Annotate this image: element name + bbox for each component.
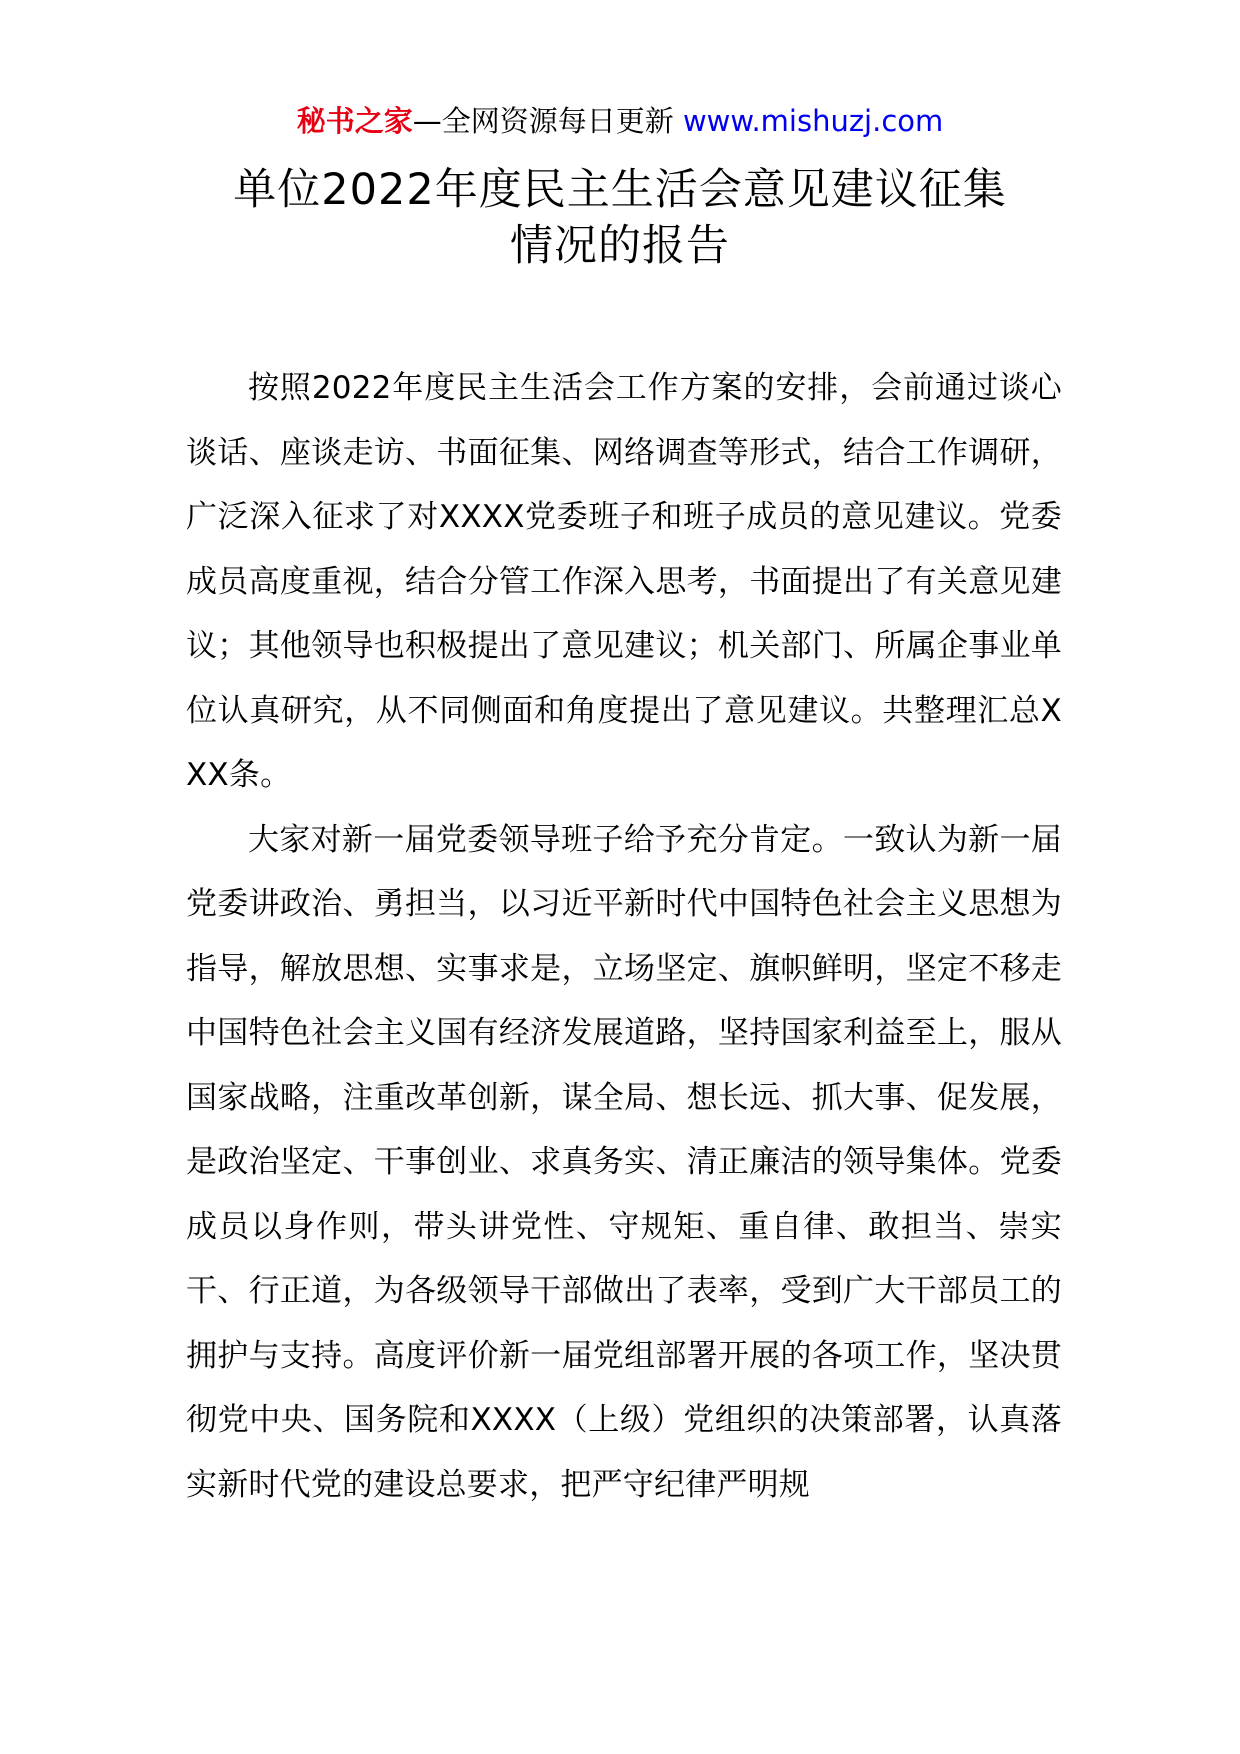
body-paragraph: 按照2022年度民主生活会工作方案的安排，会前通过谈心谈话、座谈走访、书面征集、网络调查等形式，结合工作调研，广泛深入征求了对XXXX党委班子和班子成员的意见建议。党委成员高度重视，结合分管工作深入思考，书面提出了有关意见建议；其他领导也积极提出了意见建议；机关部门、所属企事业单位认真研究，从不同侧面和角度提出了意见建议。共整理汇总XXX条。 (186, 370, 1062, 793)
site-header (0, 101, 1240, 141)
document-body (186, 356, 1062, 1517)
body-paragraph: 大家对新一届党委领导班子给予充分肯定。一致认为新一届党委讲政治、勇担当，以习近平新时代中国特色社会主义思想为指导，解放思想、实事求是，立场坚定、旗帜鲜明，坚定不移走中国特色社会主义国有经济发展道路，坚持国家利益至上，服从国家战略，注重改革创新，谋全局、想长远、抓大事、促发展，是政治坚定、干事创业、求真务实、清正廉洁的领导集体。党委成员以身作则，带头讲党性、守规矩、重自律、敢担当、崇实干、行正道，为各级领导干部做出了表率，受到广大干部员工的拥护与支持。高度评价新一届党组部署开展的各项工作，坚决贯彻党中央、国务院和XXXX（上级）党组织的决策部署，认真落实新时代党的建设总要求，把严守纪律严明规 (186, 821, 1062, 1503)
title-line-1: 单位2022年度民主生活会意见建议征集 (233, 165, 1007, 215)
brand-name: 秘书之家 (296, 104, 413, 138)
site-link[interactable]: www.mishuzj.com (682, 104, 944, 138)
document-title (150, 162, 1090, 274)
title-line-2: 情况的报告 (510, 221, 730, 271)
header-tagline: —全网资源每日更新 (412, 104, 674, 138)
